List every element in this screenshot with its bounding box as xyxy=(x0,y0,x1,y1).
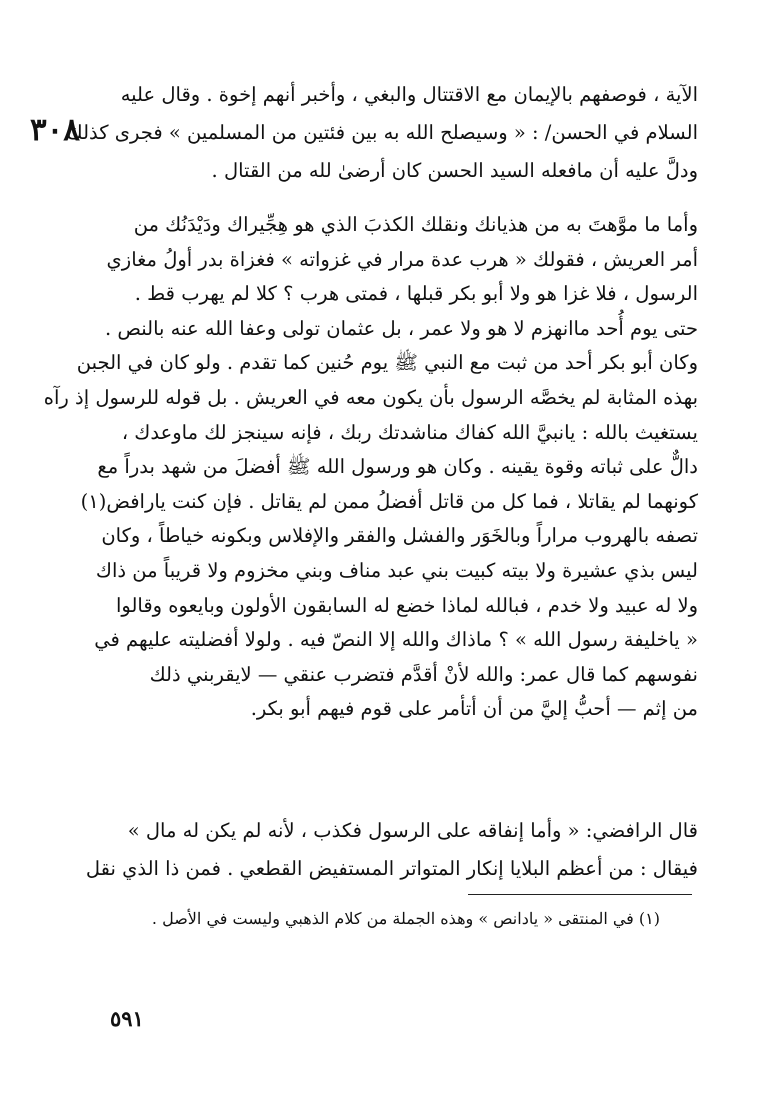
page-number: ٥٩١ xyxy=(110,1006,144,1031)
text-line: من إثم — أحبُّ إليَّ من أن أتأمر على قوم فيهم أبو بكر. xyxy=(250,697,698,721)
text-line: السلام في الحسن/ : « وسيصلح الله به بين فئتين من المسلمين » فجرى كذلك xyxy=(66,121,698,144)
text-line: وكان أبو بكر أحد من ثبت مع النبي ﷺ يوم حُنين كما تقدم . ولو كان في الجبن xyxy=(76,351,698,375)
text-line: قال الرافضي: « وأما إنفاقه على الرسول فكذب ، لأنه لم يكن له مال » xyxy=(127,819,698,842)
text-line: نفوسهم كما قال عمر: والله لأنْ أقدَّم فتضرب عنقي — لايقربني ذلك xyxy=(149,662,698,686)
text-line: وأما ما موَّهتَ به من هذيانك ونقلك الكذبَ الذي هو هِجِّيراك ودَيْدَنُك من xyxy=(133,213,698,236)
text-line: حتى يوم أُحد ماانهزم لا هو ولا عمر ، بل عثمان تولى وعفا الله عنه بالنص . xyxy=(104,316,698,340)
text-line: ليس بذي عشيرة ولا بيته كبيت بني عبد مناف وبني مخزوم ولا قريباً من ذاك xyxy=(95,558,698,582)
footnote: (١) في المنتقى « يادانص » وهذه الجملة من كلام الذهبي وليست في الأصل . xyxy=(151,909,660,928)
text-line: الرسول ، فلا غزا هو ولا أبو بكر قبلها ، فمتى هرب ؟ كلا لم يهرب قط . xyxy=(134,282,698,306)
footnote-divider xyxy=(468,894,692,895)
text-line: « ياخليفة رسول الله » ؟ ماذاك والله إلا النصّ فيه . ولولا أفضليته عليهم في xyxy=(94,628,698,652)
text-line: بهذه المثابة لم يخصَّه الرسول بأن يكون معه في العريش . بل قوله للرسول إذ رآه xyxy=(43,385,698,409)
text-line: أمر العريش ، فقولك « هرب عدة مرار في غزواته » فغزاة بدر أولُ مغازي xyxy=(106,247,698,271)
margin-reference-number: ٣٠٨ xyxy=(30,112,80,148)
text-line: ودلَّ عليه أن مافعله السيد الحسن كان أرضىٰ لله من القتال . xyxy=(211,159,698,182)
text-line: دالٌّ على ثباته وقوة يقينه . وكان هو ورسول الله ﷺ أفضلَ من شهد بدراً مع xyxy=(97,455,698,479)
text-line: ولا له عبيد ولا خدم ، فبالله لماذا خضع له السابقون الأولون وبايعوه وقالوا xyxy=(115,593,698,617)
text-line: تصفه بالهروب مراراً وبالخَوَر والفشل والفقر والإفلاس وبكونه خياطاً ، وكان xyxy=(101,524,698,548)
text-line: يستغيث بالله : يانبيَّ الله كفاك مناشدتك ربك ، فإنه سينجز لك ماوعدك ، xyxy=(121,420,698,444)
paragraph-1 xyxy=(66,76,698,190)
text-line: فيقال : من أعظم البلايا إنكار المتواتر المستفيض القطعي . فمن ذا الذي نقل xyxy=(85,857,698,880)
paragraph-3 xyxy=(85,812,698,888)
text-line: الآية ، فوصفهم بالإيمان مع الاقتتال والبغي ، وأخبر أنهم إخوة . وقال عليه xyxy=(120,83,698,106)
text-line: كونهما لم يقاتلا ، فما كل من قاتل أفضلُ ممن لم يقاتل . فإن كنت يارافض(١) xyxy=(80,489,698,513)
paragraph-2 xyxy=(43,208,698,727)
